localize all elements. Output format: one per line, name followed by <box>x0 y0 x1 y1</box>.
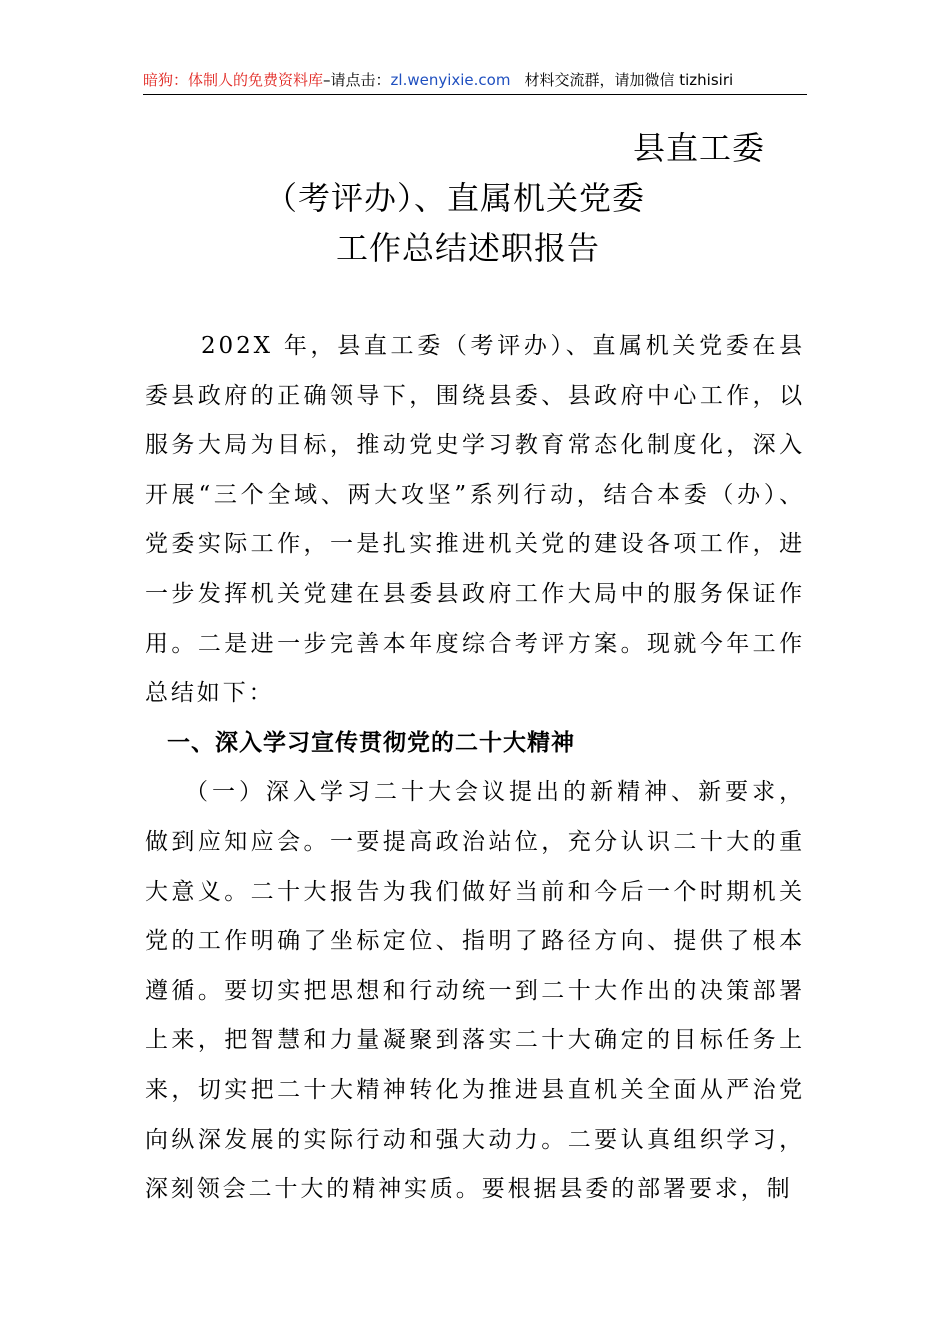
header-divider <box>143 94 807 95</box>
title-line-1: 县直工委 <box>633 129 766 167</box>
intro-paragraph: 202X 年，县直工委（考评办）、直属机关党委在县委县政府的正确领导下，围绕县委、县政府中心工作，以服务大局为目标，推动党史学习教育常态化制度化，深入开展“三个全域、两大攻坚”系列行动，结合本委（办）、党委实际工作，一是扎实推进机关党的建设各项工作，进一步发挥机关党建在县委县政府工作大局中的服务保证作用。二是进一步完善本年度综合考评方案。现就今年工作总结如下： <box>145 333 805 707</box>
title-line-3: 工作总结述职报告 <box>336 229 601 267</box>
header-contact: 材料交流群，请加微信 tizhisiri <box>524 71 734 89</box>
header-site-name: 暗狗：体制人的免费资料库 <box>143 71 324 89</box>
header-link[interactable]: zl.wenyixie.com <box>390 71 511 89</box>
section-heading-1: 一、深入学习宣传贯彻党的二十大精神 <box>167 729 575 756</box>
document-body <box>145 322 805 1215</box>
header-click-prompt: –请点击： <box>323 71 391 89</box>
title-line-2: （考评办）、直属机关党委 <box>265 179 646 217</box>
header-banner <box>143 70 807 90</box>
paragraph-1: （一）深入学习二十大会议提出的新精神、新要求，做到应知应会。一要提高政治站位，充分认识二十大的重大意义。二十大报告为我们做好当前和今后一个时期机关党的工作明确了坐标定位、指明了路径方向、提供了根本遵循。要切实把思想和行动统一到二十大作出的决策部署上来，把智慧和力量凝聚到落实二十大确定的目标任务上来，切实把二十大精神转化为推进县直机关全面从严治党向纵深发展的实际行动和强大动力。二要认真组织学习，深刻领会二十大的精神实质。要根据县委的部署要求，制 <box>145 779 805 1203</box>
